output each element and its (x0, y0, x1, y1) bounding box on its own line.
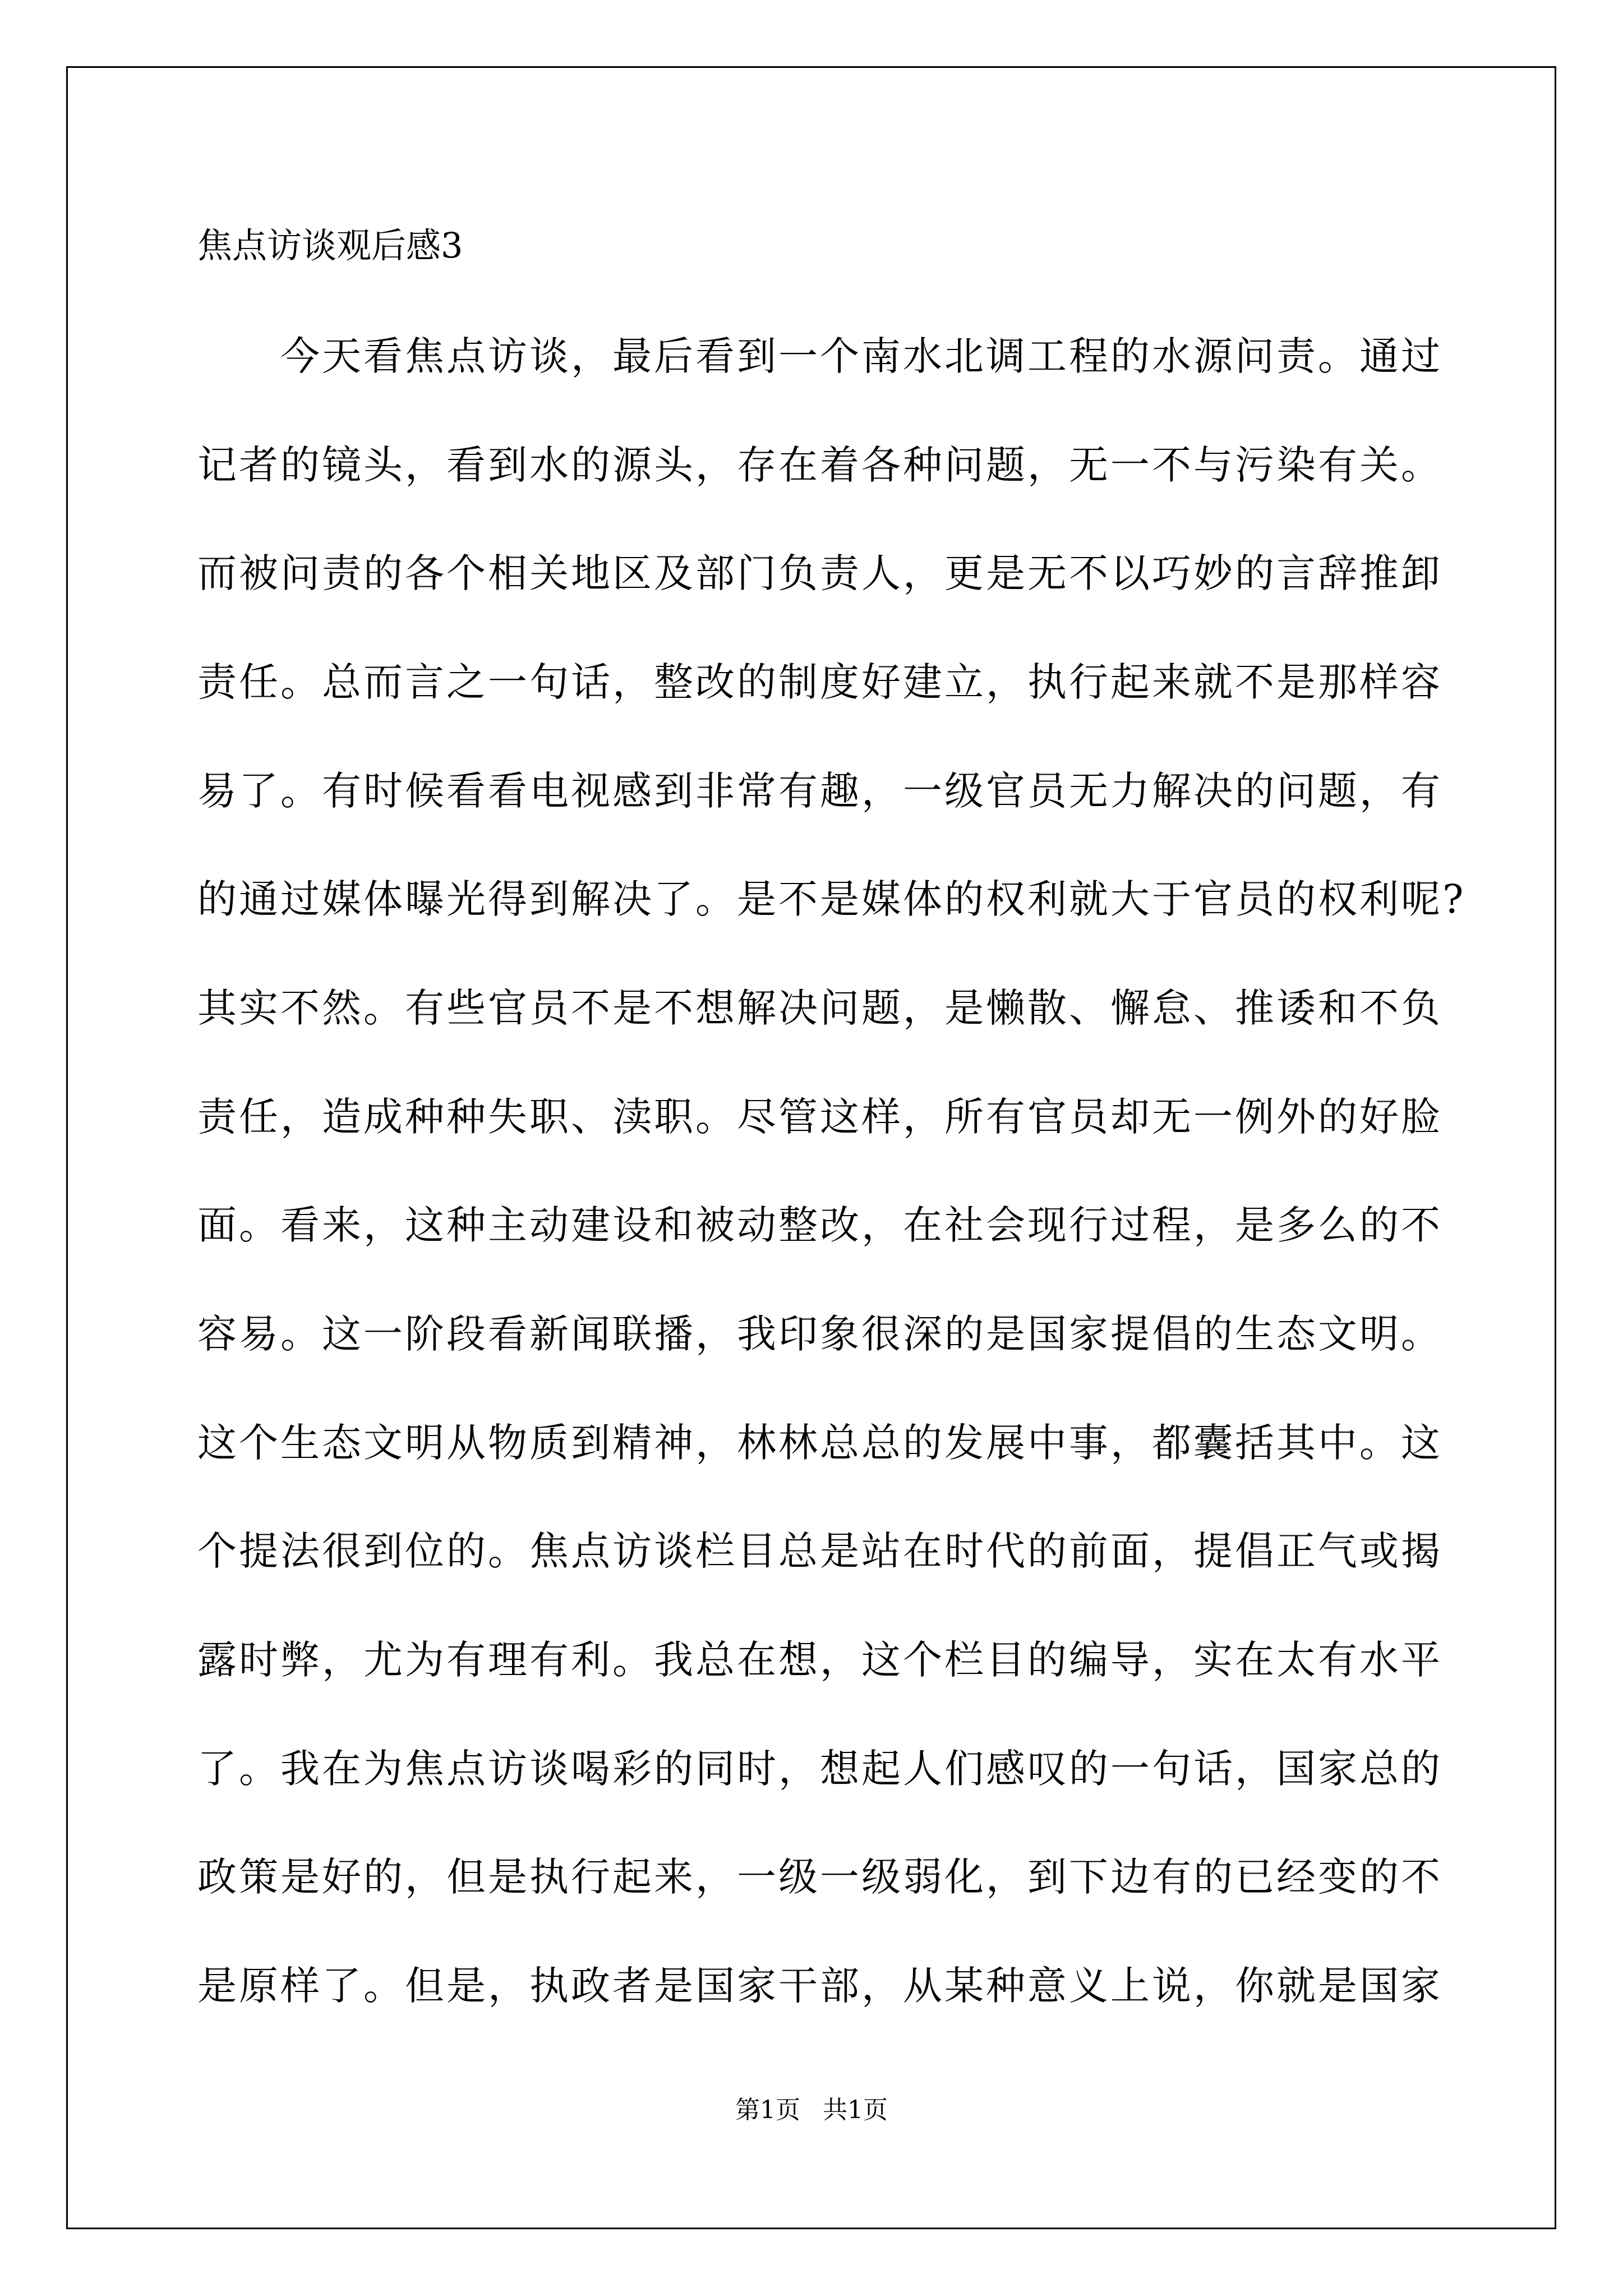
body-line-11: 这个生态文明从物质到精神，林林总总的发展中事，都囊括其中。这 (197, 1420, 1442, 1466)
body-line-16: 是原样了。但是，执政者是国家干部，从某种意义上说，你就是国家 (197, 1963, 1442, 2009)
body-line-3: 而被问责的各个相关地区及部门负责人，更是无不以巧妙的言辞推卸 (197, 550, 1442, 596)
document-title: 焦点访谈观后感3 (197, 225, 463, 266)
body-line-1: 今天看焦点访谈，最后看到一个南水北调工程的水源问责。通过 (197, 333, 1442, 379)
page-border (66, 66, 1556, 2229)
body-line-2: 记者的镜头，看到水的源头，存在着各种问题，无一不与污染有关。 (197, 442, 1442, 488)
body-line-13: 露时弊，尤为有理有利。我总在想，这个栏目的编导，实在太有水平 (197, 1637, 1442, 1683)
page-total: 共1页 (823, 2096, 888, 2124)
body-line-6: 的通过媒体曝光得到解决了。是不是媒体的权利就大于官员的权利呢? (197, 876, 1466, 922)
body-line-12: 个提法很到位的。焦点访谈栏目总是站在时代的前面，提倡正气或揭 (197, 1528, 1442, 1574)
body-line-15: 政策是好的，但是执行起来，一级一级弱化，到下边有的已经变的不 (197, 1854, 1442, 1900)
body-line-10: 容易。这一阶段看新闻联播，我印象很深的是国家提倡的生态文明。 (197, 1311, 1442, 1357)
body-line-9: 面。看来，这种主动建设和被动整改，在社会现行过程，是多么的不 (197, 1202, 1442, 1248)
body-line-8: 责任，造成种种失职、渎职。尽管这样，所有官员却无一例外的好脸 (197, 1094, 1442, 1140)
body-line-7: 其实不然。有些官员不是不想解决问题，是懒散、懈怠、推诿和不负 (197, 985, 1442, 1031)
page-footer (0, 2093, 1623, 2127)
body-line-4: 责任。总而言之一句话，整改的制度好建立，执行起来就不是那样容 (197, 659, 1442, 705)
body-line-14: 了。我在为焦点访谈喝彩的同时，想起人们感叹的一句话，国家总的 (197, 1746, 1442, 1792)
body-line-5: 易了。有时候看看电视感到非常有趣，一级官员无力解决的问题，有 (197, 768, 1442, 814)
page-number: 第1页 (735, 2096, 800, 2124)
